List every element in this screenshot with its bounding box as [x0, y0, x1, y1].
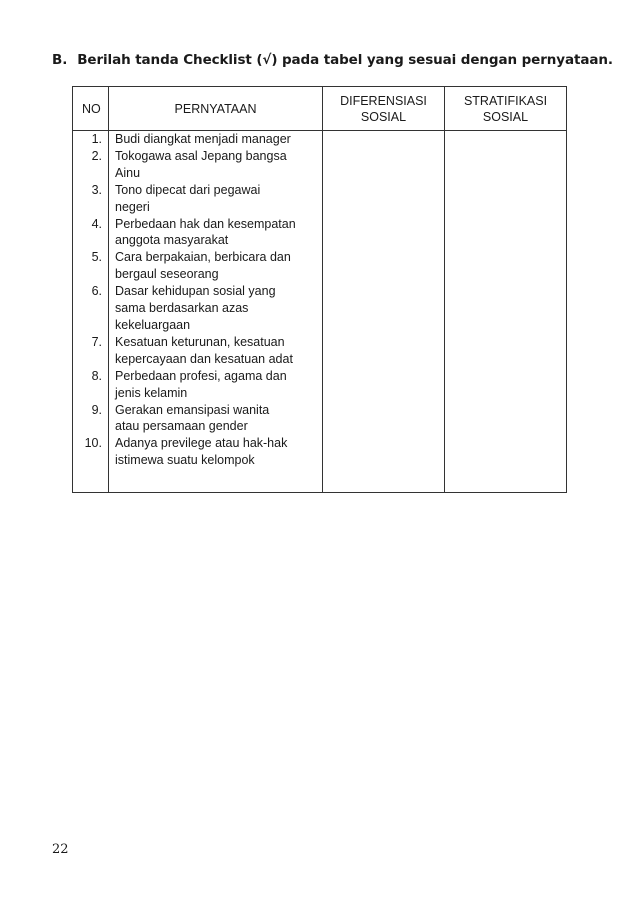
statement-number: 10. [84, 436, 102, 451]
differentiation-check-cell[interactable] [323, 131, 445, 493]
number-spacer [73, 199, 108, 216]
statement-number: 3. [91, 182, 102, 197]
header-stratification-line2: SOSIAL [482, 109, 529, 124]
statement-line: Tokogawa asal Jepang bangsa [115, 148, 287, 163]
header-differentiation [323, 87, 445, 131]
statement-line: Adanya previlege atau hak-hak [115, 436, 288, 451]
number-spacer [73, 452, 108, 469]
header-stratification [445, 87, 567, 131]
statement-line: jenis kelamin [115, 385, 188, 400]
number-column [73, 131, 109, 493]
statement-line: atau persamaan gender [115, 419, 248, 434]
number-spacer [73, 232, 108, 249]
section-label: B. [52, 52, 68, 68]
statement-number: 1. [91, 132, 102, 146]
statement-line: Ainu [115, 165, 141, 180]
statement-line: sama berdasarkan azas [115, 301, 249, 316]
statement-column [109, 131, 323, 493]
header-differentiation-line2: SOSIAL [360, 109, 407, 124]
statement-number: 6. [91, 284, 102, 299]
statement-line: Budi diangkat menjadi manager [115, 132, 291, 146]
statement-line: anggota masyarakat [115, 233, 229, 248]
number-spacer [73, 317, 108, 334]
statement-line: Dasar kehidupan sosial yang [115, 284, 276, 299]
number-spacer [73, 385, 108, 402]
statement-number: 7. [91, 334, 102, 349]
statement-line: bergaul seseorang [115, 267, 219, 282]
statement-number: 2. [91, 148, 102, 163]
statement-number: 9. [91, 402, 102, 417]
statement-line: kekeluargaan [115, 317, 191, 332]
header-differentiation-line1: DIFERENSIASI [340, 93, 427, 108]
number-spacer [73, 266, 108, 283]
page-number: 22 [52, 842, 69, 857]
header-statement: PERNYATAAN [109, 87, 323, 131]
statement-line: Gerakan emansipasi wanita [115, 402, 270, 417]
statement-line: Tono dipecat dari pegawai [115, 182, 261, 197]
statement-line: Perbedaan hak dan kesempatan [115, 216, 296, 231]
header-row [73, 87, 567, 131]
stratification-check-cell[interactable] [445, 131, 567, 493]
instruction-text: Berilah tanda Checklist (√) pada tabel yang sesuai dengan pernyataan. [77, 52, 613, 68]
statement-line: Cara berpakaian, berbicara dan [115, 250, 291, 265]
number-spacer [73, 418, 108, 435]
body-row [73, 131, 567, 493]
header-no: NO [73, 87, 109, 131]
statement-number: 5. [91, 250, 102, 265]
statement-line: istimewa suatu kelompok [115, 453, 255, 468]
statement-line: negeri [115, 199, 150, 214]
number-spacer [73, 300, 108, 317]
instruction-heading [52, 52, 613, 68]
checklist-table [72, 86, 567, 493]
header-stratification-line1: STRATIFIKASI [463, 93, 548, 108]
statement-number: 4. [91, 216, 102, 231]
number-spacer [73, 165, 108, 182]
statement-line: kepercayaan dan kesatuan adat [115, 351, 293, 366]
statement-number: 8. [91, 368, 102, 383]
statement-line: Kesatuan keturunan, kesatuan [115, 334, 285, 349]
statement-line: Perbedaan profesi, agama dan [115, 368, 287, 383]
number-spacer [73, 351, 108, 368]
